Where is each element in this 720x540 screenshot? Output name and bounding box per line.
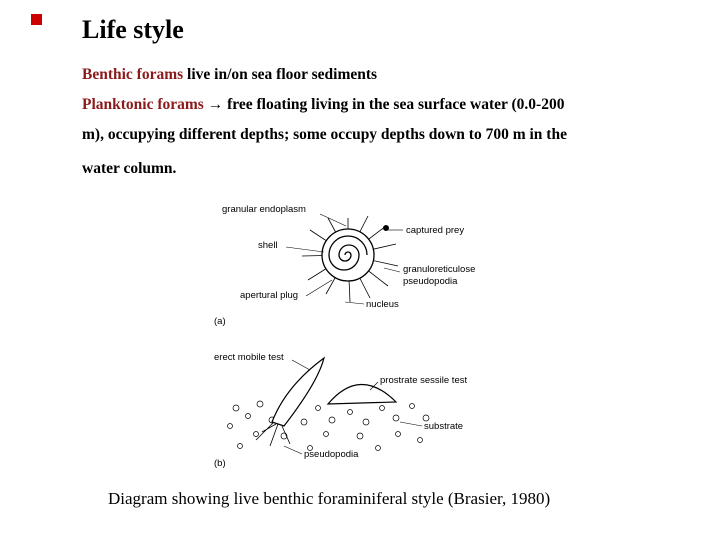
- erect-mobile-test-shape: [272, 358, 324, 426]
- label-shell: shell: [258, 240, 278, 251]
- planktonic-line-1: [82, 96, 564, 115]
- figure-caption: Diagram showing live benthic foraminiferal style (Brasier, 1980): [108, 489, 551, 508]
- planktonic-text-1: free floating living in the sea surface water (0.0-200: [223, 96, 565, 113]
- panel-a-drawing: [286, 214, 403, 304]
- label-substrate: substrate: [424, 421, 464, 432]
- label-granuloreticulose: granuloreticulose: [403, 264, 476, 275]
- right-arrow-icon: →: [207, 96, 224, 113]
- benthic-term: Benthic forams: [82, 66, 184, 83]
- foram-diagram: [200, 190, 500, 475]
- substrate-grains: [228, 401, 430, 451]
- slide-title: Life style: [82, 15, 184, 44]
- prostrate-sessile-test-shape: [328, 384, 396, 404]
- benthic-text: live in/on sea floor sediments: [183, 66, 378, 83]
- label-captured-prey: captured prey: [406, 225, 465, 236]
- planktonic-line-2: m), occupying different depths; some occupy depths down to 700 m in the: [82, 126, 567, 143]
- label-granular-endoplasm: granular endoplasm: [222, 204, 306, 215]
- label-apertural-plug: apertural plug: [240, 290, 299, 301]
- shell-outline: [322, 229, 374, 281]
- captured-prey-dot: [384, 226, 389, 231]
- benthic-line: [82, 66, 377, 85]
- label-panel-b: (b): [214, 458, 226, 469]
- label-panel-a: (a): [214, 316, 226, 327]
- planktonic-term: Planktonic forams: [82, 96, 204, 113]
- label-pseudopodia-b: pseudopodia: [304, 449, 359, 460]
- label-prostrate-sessile-test: prostrate sessile test: [380, 375, 468, 386]
- label-nucleus: nucleus: [366, 299, 399, 310]
- panel-b-drawing: [228, 358, 430, 454]
- planktonic-line-3: water column.: [82, 160, 177, 177]
- label-pseudopodia-a: pseudopodia: [403, 276, 458, 287]
- label-erect-mobile-test: erect mobile test: [214, 352, 284, 363]
- bullet-square-icon: [31, 14, 42, 25]
